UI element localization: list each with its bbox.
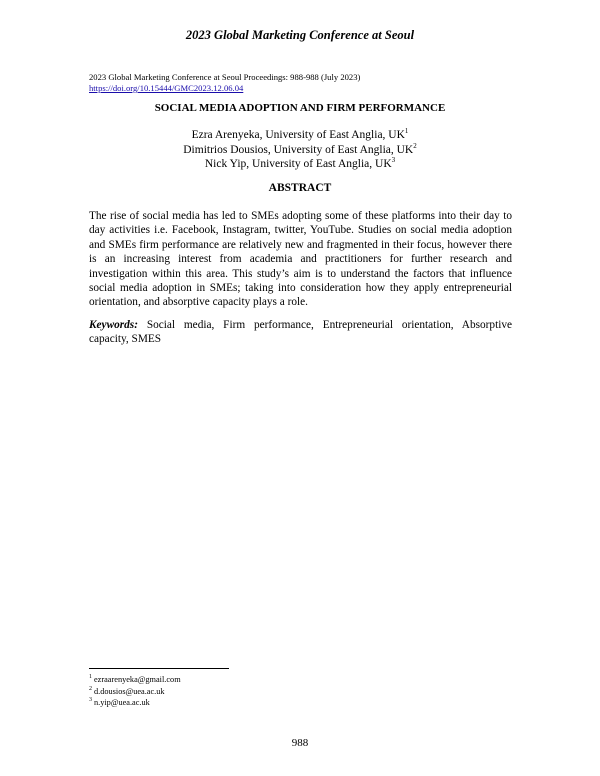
- keywords-text: Social media, Firm performance, Entrepreneurial orientation, Absorptive capacity, SMES: [89, 319, 513, 346]
- author-name: Nick Yip, University of East Anglia, UK: [204, 158, 392, 171]
- author-name: Dimitrios Dousios, University of East Anglia, UK: [183, 143, 414, 156]
- footnote-mark: 1: [89, 674, 92, 681]
- footnote-email: n.yip@uea.ac.uk: [94, 698, 150, 707]
- author-line: [0, 157, 600, 172]
- proceedings-info: [89, 72, 360, 94]
- keywords: [89, 318, 512, 347]
- footnote-email: ezraarenyeka@gmail.com: [94, 675, 181, 684]
- page-number: 988: [291, 737, 309, 749]
- footnotes: [89, 674, 181, 709]
- running-header: 2023 Global Marketing Conference at Seoul: [185, 28, 415, 42]
- doi-link[interactable]: https://doi.org/10.15444/GMC2023.12.06.04: [89, 83, 244, 93]
- abstract-body: The rise of social media has led to SMEs adopting some of these platforms into their day to day activities i.e. Facebook, Instagram, twitter, YouTube. Studies on social media adoption and SMEs firm performance are relatively new and fragmented in their focus, however there is an increasing interest from academia and practitioners for further research and investigation within this area. This study’s aim is to understand the factors that influence social media adoption in SMEs; taking into consideration how they apply entrepreneurial orientation, and absorptive capacity plays a role.: [89, 210, 512, 309]
- footnote-mark: 2: [89, 685, 92, 692]
- author-line: [0, 143, 600, 158]
- footnote-email: d.dousios@uea.ac.uk: [94, 686, 165, 696]
- footnote: [89, 697, 181, 709]
- author-footnote-mark: 2: [413, 141, 417, 150]
- author-line: [0, 128, 600, 143]
- footnote-divider: [89, 668, 229, 669]
- author-footnote-mark: 3: [391, 156, 396, 165]
- author-list: [0, 128, 600, 172]
- footnote: [89, 686, 181, 698]
- abstract-heading: ABSTRACT: [268, 182, 332, 194]
- keywords-label: Keywords:: [89, 319, 138, 331]
- paper-title: SOCIAL MEDIA ADOPTION AND FIRM PERFORMANCE: [154, 102, 446, 114]
- proceedings-citation: 2023 Global Marketing Conference at Seoul Proceedings: 988-988 (July 2023): [89, 72, 361, 82]
- author-name: Ezra Arenyeka, University of East Anglia, UK: [191, 129, 405, 141]
- author-footnote-mark: 1: [404, 127, 409, 136]
- footnote: [89, 674, 181, 686]
- footnote-mark: 3: [89, 697, 92, 704]
